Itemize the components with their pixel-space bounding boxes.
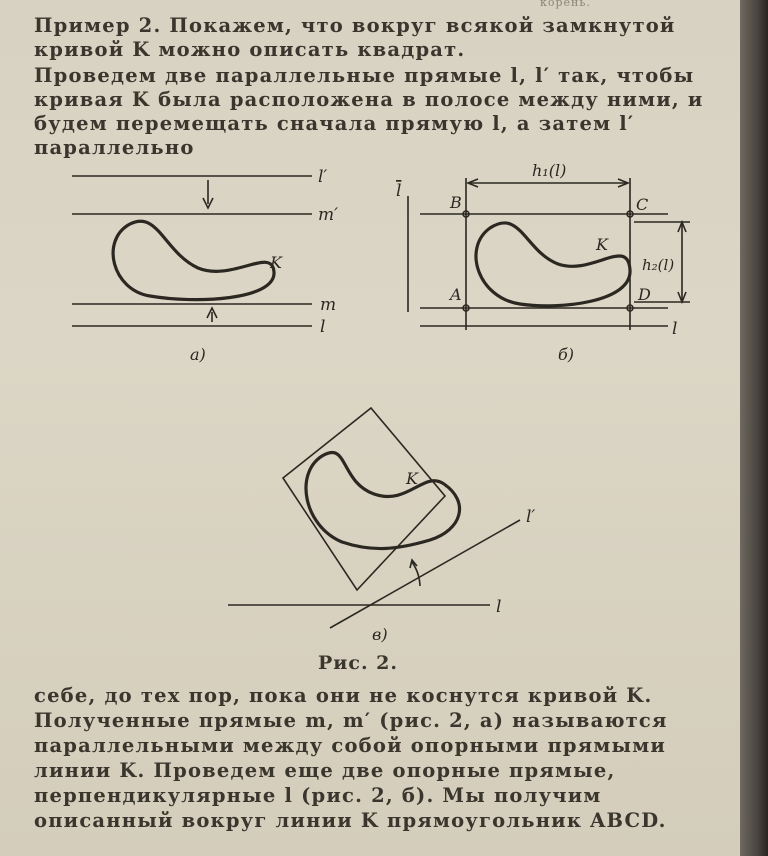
label-l-c: l [496, 597, 502, 617]
book-edge [740, 0, 768, 856]
figure-caption: Рис. 2. [318, 652, 399, 674]
curve-k-c [306, 452, 460, 548]
figure-a [72, 176, 312, 326]
sublabel-c: в) [372, 625, 388, 644]
sublabel-b: б) [558, 345, 575, 364]
label-l-b: l [672, 319, 678, 339]
paragraph-example-2: Пример 2. Покажем, что вокруг всякой замкнутой кривой K можно описать квадрат. [34, 14, 676, 61]
previous-page-peek: корень. [540, 0, 591, 9]
label-b: B [450, 193, 462, 212]
label-l-prime-a: l′ [318, 167, 328, 187]
label-d: D [638, 285, 651, 304]
label-h2: h₂(l) [642, 256, 675, 274]
sublabel-a: a) [190, 345, 206, 364]
line-l-prime-c [330, 520, 520, 628]
label-l-prime-c: l′ [526, 507, 536, 527]
label-l-bar-b: l [396, 181, 402, 201]
paragraph-support-lines: себе, до тех пор, пока они не коснутся кривой K. Полученные прямые m, m′ (рис. 2, a) называются параллельными между собой опорными прямыми линии K. Проведем еще две опорные прямые, перпендикулярные l (рис. 2, б). Мы получим описанный вокруг линии K прямоугольник ABCD. [34, 684, 668, 832]
label-c: C [636, 195, 649, 214]
label-m-prime-a: m′ [318, 205, 338, 225]
label-k-c: K [406, 469, 418, 488]
label-a: A [450, 285, 462, 304]
label-l-a: l [320, 317, 326, 337]
label-h1: h₁(l) [532, 161, 567, 180]
label-m-a: m [320, 295, 337, 315]
paragraph-parallel-lines: Проведем две параллельные прямые l, l′ так, чтобы кривая K была расположена в полосе между ними, и будем перемещать сначала прямую l, а затем l′ параллельно [34, 64, 704, 159]
figure-c [228, 408, 520, 628]
label-k-a: K [270, 253, 282, 272]
label-k-b: K [596, 235, 608, 254]
curve-k-a [113, 221, 274, 299]
